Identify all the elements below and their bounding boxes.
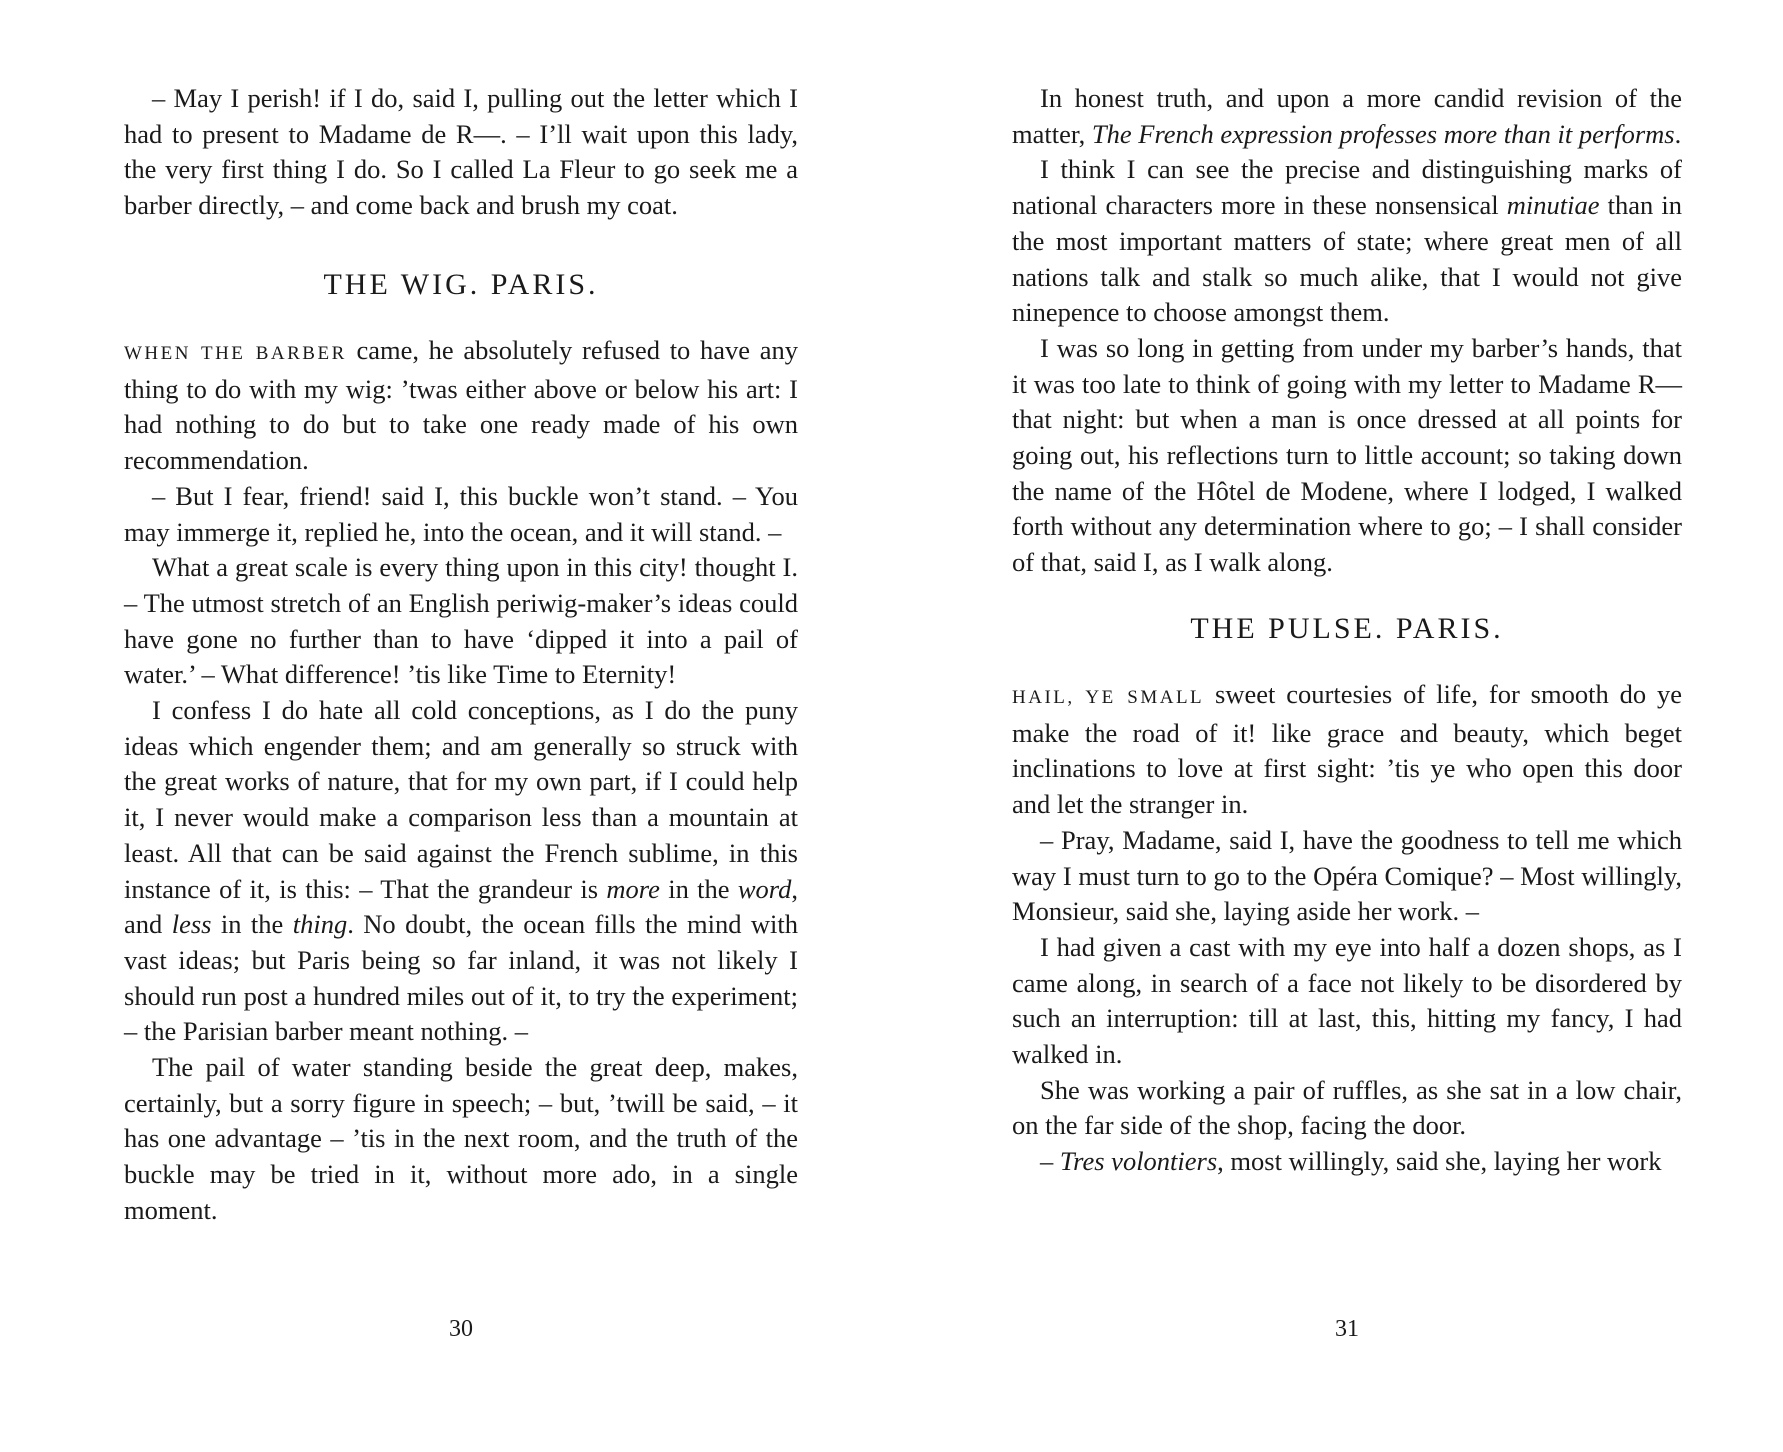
section-heading-wig: THE WIG. PARIS. [323, 268, 599, 301]
right-top-block [1012, 81, 1682, 581]
paragraph: – May I perish! if I do, said I, pulling out the letter which I had to present to Madame de R—. – I’ll wait upon this lady, the very first thing I do. So I called La Fleur to go seek me a barber directly, – and come back and brush my coat. [124, 83, 798, 221]
left-body-block [124, 333, 798, 1229]
paragraph-text: sweet courtesies of life, for smooth do ye make the road of it! like grace and beauty, which beget inclinations to love at first sight: ’tis ye who open this door and let the stranger in. [1012, 679, 1682, 820]
italic-text: word [737, 873, 792, 904]
paragraph: The pail of water standing beside the great deep, makes, certainly, but a sorry figure in speech; – but, ’twill be said, – it has one advantage – ’tis in the next room, and the truth of the buckle may be tried in it, without more ado, in a single moment. [124, 1052, 798, 1225]
text-run: – [1040, 1146, 1060, 1177]
text-run: In honest truth, and upon a more candid revision of the matter, [1012, 83, 1682, 149]
text-run: in the [211, 909, 293, 940]
paragraph: She was working a pair of ruffles, as she sat in a low chair, on the far side of the shop, facing the door. [1012, 1074, 1682, 1141]
left-intro-block [124, 81, 798, 224]
page-number-left: 30 [449, 1316, 473, 1342]
paragraph [1012, 677, 1682, 823]
paragraph [124, 693, 798, 1050]
page-number-right: 31 [1335, 1316, 1359, 1342]
italic-text: thing [292, 909, 348, 940]
italic-text: Tres volontiers [1059, 1146, 1218, 1177]
right-page [1012, 0, 1682, 1452]
italic-text: less [171, 909, 212, 940]
lead-words: HAIL, YE SMALL [1012, 687, 1205, 708]
text-run: , and [124, 873, 798, 940]
text-run: I confess I do hate all cold conceptions, as I do the puny ideas which engender them; and am generally so struck with the great works of nature, that for my own part, if I could help it, I never would make a comparison less than a mountain at least. All that can be said against the French sublime, in this instance of it, is this: – That the grandeur is [124, 695, 798, 904]
paragraph [1012, 152, 1682, 331]
text-run: , most willingly, said she, laying her work [1217, 1146, 1662, 1177]
paragraph: – Pray, Madame, said I, have the goodness to tell me which way I must turn to go to the Opéra Comique? – Most willingly, Monsieur, said she, laying aside her work. – [1012, 824, 1682, 927]
paragraph [1012, 1144, 1682, 1180]
text-run: in the [659, 873, 738, 904]
paragraph [124, 333, 798, 479]
italic-text: The French expression professes more than it performs [1091, 118, 1675, 149]
text-run: . No doubt, the ocean fills the mind with vast ideas; but Paris being so far inland, it was not likely I should run post a hundred miles out of it, to try the experiment; – the Parisian barber meant nothing. – [124, 909, 798, 1047]
right-body-block [1012, 677, 1682, 1180]
paragraph: I was so long in getting from under my barber’s hands, that it was too late to think of going with my letter to Madame R— that night: but when a man is once dressed at all points for going out, his reflections turn to little account; so taking down the name of the Hôtel de Modene, where I lodged, I walked forth without any determination where to go; – I shall consider of that, said I, as I walk along. [1012, 332, 1682, 578]
paragraph: I had given a cast with my eye into half a dozen shops, as I came along, in search of a face not likely to be disordered by such an interruption: till at last, this, hitting my fancy, I had walked in. [1012, 931, 1682, 1070]
left-page [124, 0, 798, 1452]
paragraph: – But I fear, friend! said I, this buckle won’t stand. – You may immerge it, replied he, into the ocean, and it will stand. – [124, 480, 798, 547]
text-run: . [1674, 118, 1682, 149]
text-run: than in the most important matters of state; where great men of all nations talk and stalk so much alike, that I would not give ninepence to choose amongst them. [1012, 190, 1682, 328]
text-run: I think I can see the precise and distinguishing marks of national characters more in these nonsensical [1012, 154, 1682, 221]
italic-text: more [606, 873, 660, 904]
paragraph: What a great scale is every thing upon in this city! thought I. – The utmost stretch of an English periwig-maker’s ideas could have gone no further than to have ‘dipped it into a pail of water.’ – What difference! ’tis like Time to Eternity! [124, 552, 798, 690]
section-heading-pulse: THE PULSE. PARIS. [1190, 612, 1504, 645]
paragraph-text: came, he absolutely refused to have any thing to do with my wig: ’twas either above or below his art: I had nothing to do but to take one ready made of his own recommendation. [124, 335, 798, 476]
paragraph [1012, 81, 1682, 152]
lead-words: WHEN THE BARBER [124, 343, 347, 364]
italic-text: minutiae [1506, 190, 1600, 221]
